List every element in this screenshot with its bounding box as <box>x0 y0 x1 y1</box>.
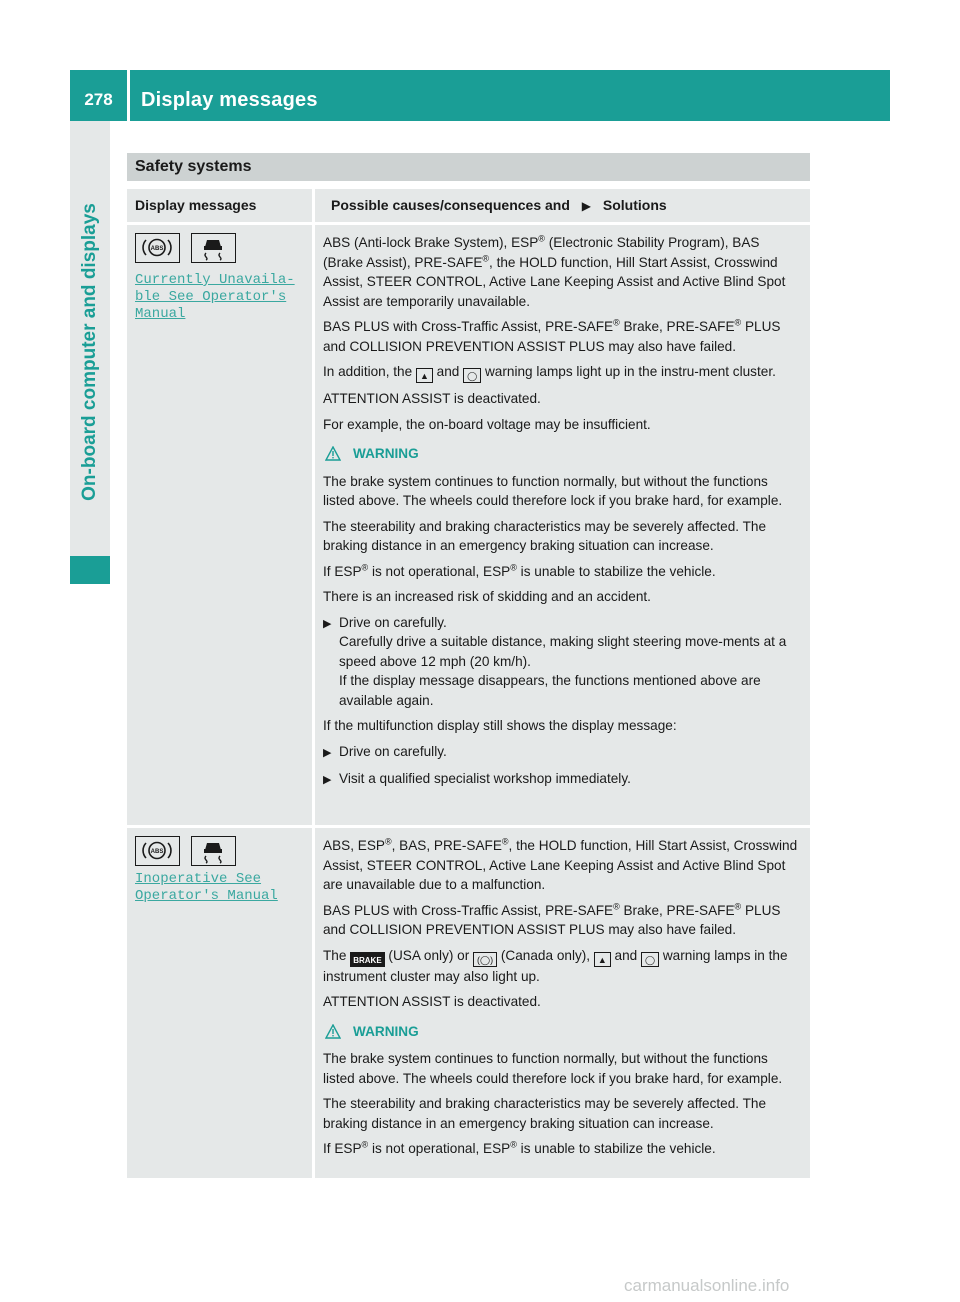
column-header-display-messages: Display messages <box>127 189 312 222</box>
display-message-unavailable: Currently Unavaila‐ ble See Operator's Manual <box>135 272 295 322</box>
table-row-1-message-cell <box>127 225 312 825</box>
svg-text:ABS: ABS <box>150 849 164 855</box>
warning-text: The steerability and braking characteristics may be severely affected. The braking distance in an emergency braking situation can increase. <box>323 1096 767 1131</box>
bullet-arrow-icon: ▶ <box>323 774 332 786</box>
paragraph: BAS PLUS with Cross-Traffic Assist, PRE-SAFE® Brake, PRE-SAFE® PLUS and COLLISION PREVENTION ASSIST PLUS may also have failed. <box>323 900 781 937</box>
watermark: carmanualsonline.info <box>624 1276 790 1295</box>
paragraph: ATTENTION ASSIST is deactivated. <box>323 994 541 1009</box>
esp-skid-icon: ▲ <box>594 952 611 967</box>
column-header-causes-solutions: Possible causes/consequences and ▶ Solutions <box>315 189 810 222</box>
table-row-2-solution-cell <box>315 828 810 1178</box>
warning-heading: WARNING <box>323 1022 803 1042</box>
warning-text: The brake system continues to function normally, but without the functions listed above. The wheels could therefore lock if you brake hard, for example. <box>323 1051 783 1086</box>
esp-skid-icon: ▲ <box>416 368 433 383</box>
row-1-icons <box>135 233 243 263</box>
warning-text: If ESP® is not operational, ESP® is unable to stabilize the vehicle. <box>323 561 716 579</box>
brake-circle-icon: (◯) <box>473 952 497 967</box>
abs-warning-icon: ◯ <box>641 952 659 967</box>
esp-skid-icon <box>191 836 236 866</box>
bullet-arrow-icon: ▶ <box>323 617 332 630</box>
paragraph: The BRAKE (USA only) or (◯) (Canada only), ▲ and ◯ warning lamps in the instrument cluster may also light up. <box>323 947 788 984</box>
paragraph: BAS PLUS with Cross-Traffic Assist, PRE-SAFE® Brake, PRE-SAFE® PLUS and COLLISION PREVENTION ASSIST PLUS may also have failed. <box>323 317 781 354</box>
warning-text: The brake system continues to function normally, but without the functions listed above. The wheels could therefore lock if you brake hard, for example. <box>323 473 783 508</box>
page-title: Display messages <box>141 89 318 111</box>
warning-triangle-icon <box>325 1024 341 1039</box>
chapter-marker-block <box>70 556 110 584</box>
paragraph: For example, the on-board voltage may be insufficient. <box>323 416 651 432</box>
row-2-icons <box>135 836 243 866</box>
solution-step: ▶ Drive on carefully. Carefully drive a suitable distance, making slight steering move-ments at a speed above 12 mph (20 km/h). If the display message disappears, the functions mentioned above are available again. <box>323 613 803 711</box>
warning-heading: WARNING <box>323 444 803 464</box>
section-header <box>127 153 810 181</box>
paragraph: ABS (Anti-lock Brake System), ESP® (Electronic Stability Program), BAS (Brake Assist), PRE-SAFE®, the HOLD function, Hill Start Assist, Crosswind Assist, STEER CONTROL, Active Lane Keeping Assist and Active Blind Spot Assist are temporarily unavailable. <box>323 233 786 309</box>
svg-text:ABS: ABS <box>150 246 164 252</box>
table-row-1-solution-cell <box>315 225 810 825</box>
esp-skid-icon <box>191 233 236 263</box>
solution-step: ▶ Drive on carefully. <box>323 742 803 764</box>
display-message-inoperative: Inoperative See Operator's Manual <box>135 871 278 904</box>
solution-step: ▶ Visit a qualified specialist workshop immediately. <box>323 769 803 791</box>
abs-warning-icon <box>135 233 180 263</box>
warning-text: There is an increased risk of skidding and an accident. <box>323 589 651 604</box>
solution-arrow-icon: ▶ <box>581 199 592 213</box>
warning-text: If ESP® is not operational, ESP® is unable to stabilize the vehicle. <box>323 1139 716 1156</box>
paragraph: ABS, ESP®, BAS, PRE-SAFE®, the HOLD function, Hill Start Assist, Crosswind Assist, STEER CONTROL, Active Lane Keeping Assist and Active Blind Spot are unavailable due to a malfunction. <box>323 836 798 892</box>
paragraph: ATTENTION ASSIST is deactivated. <box>323 391 541 406</box>
page-number: 278 <box>84 90 113 109</box>
section-title: Safety systems <box>135 158 252 175</box>
abs-warning-icon <box>135 836 180 866</box>
table-row-2-message-cell <box>127 828 312 1178</box>
bullet-arrow-icon: ▶ <box>323 746 332 759</box>
paragraph: In addition, the ▲ and ◯ warning lamps light up in the instru-ment cluster. <box>323 364 776 381</box>
header-divider <box>127 70 130 121</box>
brake-warning-icon: BRAKE <box>350 952 384 967</box>
paragraph: If the multifunction display still shows the display message: <box>323 718 677 733</box>
abs-warning-icon: ◯ <box>463 368 481 383</box>
warning-text: The steerability and braking characteristics may be severely affected. The braking distance in an emergency braking situation can increase. <box>323 518 767 553</box>
warning-triangle-icon <box>325 446 341 461</box>
